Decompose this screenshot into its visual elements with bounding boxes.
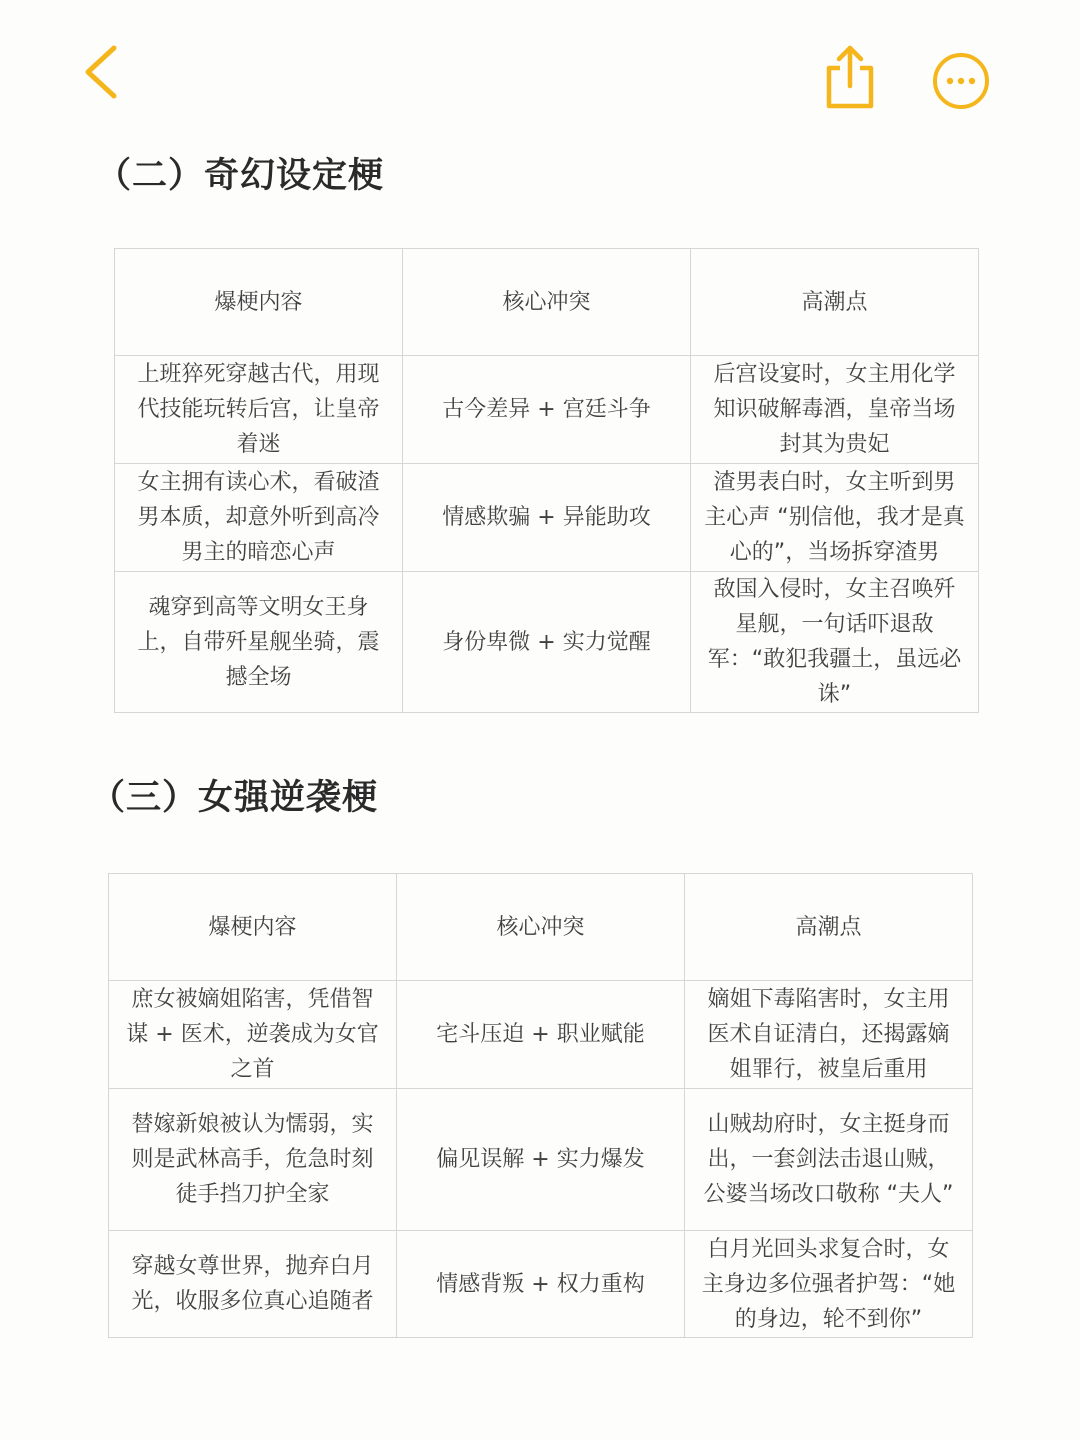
table-row (109, 1089, 973, 1231)
table-cell: 身份卑微 + 实力觉醒 (403, 572, 691, 713)
more-button[interactable] (930, 50, 992, 112)
table-cell: 女主拥有读心术，看破渣男本质，却意外听到高冷男主的暗恋心声 (115, 464, 403, 572)
table-cell: 渣男表白时，女主听到男主心声 “别信他，我才是真心的”，当场拆穿渣男 (691, 464, 979, 572)
table-cell: 古今差异 + 宫廷斗争 (403, 356, 691, 464)
share-icon (820, 42, 880, 112)
table-cell: 穿越女尊世界，抛弃白月光，收服多位真心追随者 (109, 1231, 397, 1338)
table-row (109, 981, 973, 1089)
column-header: 高潮点 (685, 874, 973, 981)
meme-table-heroine (108, 873, 973, 1338)
table-cell: 替嫁新娘被认为懦弱，实则是武林高手，危急时刻徒手挡刀护全家 (109, 1089, 397, 1231)
table-cell: 山贼劫府时，女主挺身而出，一套剑法击退山贼，公婆当场改口敬称 “夫人” (685, 1089, 973, 1231)
table-cell: 偏见误解 + 实力爆发 (397, 1089, 685, 1231)
column-header: 爆梗内容 (109, 874, 397, 981)
more-icon (930, 50, 992, 112)
table-cell: 白月光回头求复合时，女主身边多位强者护驾：“她的身边，轮不到你” (685, 1231, 973, 1338)
table-cell: 嫡姐下毒陷害时，女主用医术自证清白，还揭露嫡姐罪行，被皇后重用 (685, 981, 973, 1089)
share-button[interactable] (820, 42, 880, 112)
back-button[interactable] (78, 42, 128, 102)
column-header: 核心冲突 (403, 249, 691, 356)
section-title: （二）奇幻设定梗 (96, 156, 385, 196)
meme-table-fantasy (114, 248, 979, 713)
table-header-row (109, 874, 973, 981)
table-cell: 宅斗压迫 + 职业赋能 (397, 981, 685, 1089)
table-row (109, 1231, 973, 1338)
table-cell: 上班猝死穿越古代，用现代技能玩转后宫，让皇帝着迷 (115, 356, 403, 464)
table-row (115, 464, 979, 572)
column-header: 爆梗内容 (115, 249, 403, 356)
table-header-row (115, 249, 979, 356)
table-cell: 敌国入侵时，女主召唤歼星舰，一句话吓退敌军：“敢犯我疆土，虽远必诛” (691, 572, 979, 713)
table-cell: 情感背叛 + 权力重构 (397, 1231, 685, 1338)
top-bar (0, 0, 1080, 130)
table-cell: 庶女被嫡姐陷害，凭借智谋 + 医术，逆袭成为女官之首 (109, 981, 397, 1089)
table-cell: 情感欺骗 + 异能助攻 (403, 464, 691, 572)
column-header: 高潮点 (691, 249, 979, 356)
section-title: （三）女强逆袭梗 (90, 778, 379, 818)
table-cell: 后宫设宴时，女主用化学知识破解毒酒，皇帝当场封其为贵妃 (691, 356, 979, 464)
table-cell: 魂穿到高等文明女王身上，自带歼星舰坐骑，震撼全场 (115, 572, 403, 713)
chevron-left-icon (78, 42, 128, 102)
table-row (115, 356, 979, 464)
column-header: 核心冲突 (397, 874, 685, 981)
table-row (115, 572, 979, 713)
